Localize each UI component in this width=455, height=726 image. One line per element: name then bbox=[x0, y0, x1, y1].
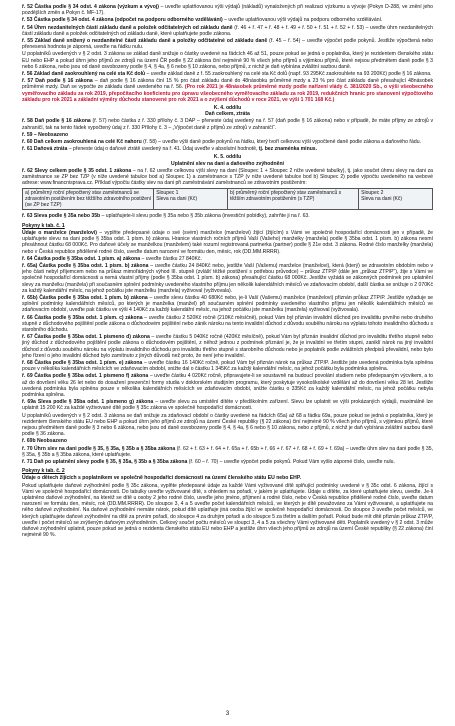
paragraph bbox=[22, 25, 433, 37]
paragraph-heading: ř. 56 Základ daně zaokrouhlený na celé sta Kč dolů bbox=[22, 71, 146, 78]
paragraph-heading: ř. 69a Sleva podle § 35ba odst. 1 písmeno g) zákona bbox=[22, 399, 154, 406]
paragraph-heading: ř. 55 Základ daně snížený o nezdanitelné části základu daně a položky odčitatelné od základu daně bbox=[22, 38, 268, 45]
paragraph-text: – uveďte částku 2 520Kč ročně (210Kč měsíčně), pokud Vám byl přiznán invalidní důchod pro invaliditu prvního nebo druhého stupně z důchodového pojištění podle zákona o důchodovém pojištění nebo zánik nároku na tento invalidní důchod z důvodu souběhu nároku na výplatu tohoto invalidního důchodu s starobního důchodu. bbox=[22, 314, 433, 333]
paragraph-heading: ř. 68 Částka podle § 35ba odst. 1 písm. e) zákona bbox=[22, 359, 143, 366]
section-lines-52-57 bbox=[22, 4, 433, 103]
paragraph-heading: ř. 60 Daň celkem zaokrouhlená na celé Kč nahoru bbox=[22, 139, 142, 146]
paragraph-heading: ř. 59 – Neobsazeno bbox=[22, 131, 69, 138]
section-4-title: K. 4. oddílu bbox=[213, 105, 242, 112]
paragraph-heading: ř. 61 Daňová ztráta bbox=[22, 146, 68, 153]
line-62-heading: ř. 62 Slevy celkem podle § 35 odst. 1 zákona bbox=[22, 167, 132, 174]
paragraph-heading: ř. 65b) Částka podle § 35ba odst. 1 písm. b) zákona bbox=[22, 294, 148, 301]
paragraph bbox=[22, 360, 433, 372]
paragraph-heading: ř. 69b Neobsazeno bbox=[22, 438, 68, 445]
paragraph-emphasis: tj. bez znaménka minus. bbox=[258, 146, 318, 153]
paragraph-text: Pokud uplatňujete daňové zvýhodnění podle § 35c zákona, vyplňte předepsané údaje za každé Vámi vyživované dítě splňující podmínky uvedené v § 35c odst. 6 zákona, žijící s Vámi ve společně hospodařící domácnosti. Do tabulky uveďte vyživované dítě, s ohledem na pořadí, v jakém je uplatňujete. Údaje u dítěte, za které uplatňujete slevu, uveďte. Je-li uplatněno daňové zvýhodnění, na kteréž se dítě u osoby 2 jeho rodné číslo, uveďte jeho jméno, příjmení a rodné číslo, nebo v Česká republice přidělené rodné číslo, uveďte datum narození ve formátu den, měsíc, rok (DD.MM.RRRR). Do sloupce 3, 4 a 5 uveďte počet kalendářních měsíců, ve kterých je dítě považováno za Vámi vyživované, a uplatňujete na něho daňové zvýhodnění. Na daňové zvýhodnění nemáte nárok, pokud dítě uplatňuje jiná osoba žijící ve společně hospodařící domácnosti. Do sloupce 3 uveďte počet měsíců, ve kterých uplatňujete daňové zvýhodnění na dítě za prvním pořadí, do sloupce 4 za druhým pořadí a do sloupce 5 za třetím a dalším pořadí. Pokud bude mít dítě přiznán průkaz ZTP/P, uveďte i počet měsíců se zvýšeným daňovým zvýhodněním. Celkový součet počtu měsíců ve sloupci 3, 4 a 5 za všechny Vámi vyživované děti. Poplatník uvedený v § 2 odst. 3 může daňové zvýhodnění uplatnit, pouze pokud se jedná o rezidenta členského státu EU nebo EHP a jestliže úhrn všech jeho příjmů ze zdrojů na území České republiky (§ 22 zákona) činí nejméně 90 %. bbox=[22, 482, 433, 539]
paragraph-heading: ř. 65a) Částka podle § 35ba odst. 1 písm. b) zákona bbox=[22, 262, 149, 269]
paragraph-line-62 bbox=[22, 168, 433, 187]
paragraph-heading: ř. 57 Daň podle § 16 zákona bbox=[22, 78, 93, 85]
paragraph-text: – uveďte slevu za umístění dítěte v předškolním zařízení. Slevu lze uplatnit ve výši prokázaných výdajů, maximálně lze uplatnit 15 200 Kč za každé vyživované dítě podle § 35c zákona ve společně hospodařící domácnosti. bbox=[22, 399, 434, 412]
paragraph bbox=[22, 438, 433, 444]
paragraph-heading: ř. 54 Úhrn nezdanitelných částí základu daně a položek odčitatelných od základu daně bbox=[22, 24, 233, 31]
paragraph bbox=[22, 256, 433, 262]
paragraph-heading: ř. 67 Částka podle § 35ba odst. 1 písmeno d) zákona bbox=[22, 334, 150, 341]
paragraph-text: – uveďte částku 24 840Kč nebo, jestliže Vaší (Vašemu) manželce (manželovi), která (který) se zdravotním obdobím nebo v jeho části nebyl příjemcem nebo na průkaz mimořádných výhod III. stupně (zvlášť těžké postižení s potřebou průvodce) – průkaz ZTP/P (dále jen „průkaz ZTP/P“), žije s Vámi ve společně hospodařící domácnosti a nemá vlastní příjmy (podle § 35ba odst. 1 písm. b) zákona) přesahující částku 68 000Kč. Jestliže vyžádá se zákonných podmínek pro uplatnění slevy za manželku (manžela) při současném splnění podmínky uvedeného vlastního příjmu jen několik kalendářních měsíců ve zdaňovacím období, další částka se snižuje o 2 070Kč za každý kalendářní měsíc, na jehož počátku jste manželku (manžela) vyživoval (vyživovala). bbox=[22, 262, 433, 294]
paragraph bbox=[22, 118, 433, 130]
paragraph-text: – uveďte částku 16 140Kč ročně, pokud Vám byl přiznán nárok na průkaz ZTP/P. Jestliže jste uvedená podmínka byla splněna pouze v několika kalendářních měsících ve zdaňovacím období, snižte dal o částku 1 345Kč za každý kalendářní měsíc, na jehož počátku byla podmínka splněna. bbox=[22, 359, 433, 373]
paragraph bbox=[22, 17, 433, 23]
paragraph-heading: ř. 70 Úhrn slev na dani podle § 35, § 35a, § 35b a § 35ba zákona bbox=[22, 445, 176, 452]
paragraph bbox=[22, 230, 433, 255]
paragraph-text: U poplatníků uvedených v § 2 odst. 3 zákona se daň snižuje za zdaňovací období o částky uvedené na řádcích 65a) až 68 a řádku 69a, pouze pokud se jedná o poplatníka, který je rezidentem členského státu EU nebo EHP a pokud úhrn jeho příjmů ze zdrojů na území České republiky (§ 22 zákona) činí nejméně 90 % všech jeho příjmů, s výjimkou příjmů, které nejsou předmětem daně podle § 3 nebo 6 zákona, nebo jsou od daně osvobozeny podle § 4, § 4a, § 6 nebo § 10 zákona, nebo z příjmů, z nichž je daň vybírána zvláštní sazbou daně podle § 36 zákona. bbox=[22, 412, 433, 438]
table-cell-b: b) průměrný roční přepočtený stav zaměstnanců s těžším zdravotním postižením (s TZP) bbox=[227, 189, 358, 210]
paragraph-text: – uveďte uplatňovanou výši výdajů na podporu odborného vzdělávání. bbox=[222, 17, 383, 24]
section-4-heading bbox=[22, 105, 433, 117]
section-5-heading bbox=[22, 154, 433, 166]
paragraph-text: – uveďte uplatňovanou výši výdajů (nákladů) vynaložených při realizaci výzkumu a vývoje (Pokyn D-288, ve znění jeho pozdějších změn a Pokyn č. MF-17). bbox=[22, 4, 434, 17]
paragraph bbox=[22, 263, 433, 294]
paragraph-text: (ř. 45 – ř. 54) – uveďte výpočet podle pokynů. Jestliže výpočtená nebo přenesená hodnota je záporná, uveďte na řádku nulu. bbox=[22, 38, 433, 51]
paragraph bbox=[22, 38, 433, 50]
paragraph-text: – uveďte částku 27 840Kč. bbox=[140, 255, 202, 262]
paragraph bbox=[22, 334, 433, 359]
paragraph bbox=[22, 373, 433, 398]
paragraph-text: – uveďte slevu částku 40 680Kč nebo, je-li Vaší (Vašemu) manželce (manželovi) přiznán průkaz ZTP/P. Jestliže vyžaduje se splnění podmínky kalendářních měsíců, po kterých je manželka (manžel) při současném splnění podmínky uvedeného vlastního příjmu jen několik kalendářních měsíců ve zdaňovacím období, uveďte pak částku ve výši 4 140Kč za každý kalendářní měsíc, na jehož počátku jste manželku (manžela) vyživoval (vyživovala). bbox=[22, 294, 433, 314]
pokyny-tab2-title: Pokyny k tab. č. 2 bbox=[22, 468, 65, 475]
paragraph-text: U poplatníků uvedených v § 2 odst. 3 zákona se základ daně snižuje o částky uvedené na řádcích 46 až 51, pouze pokud se jedná o poplatníka, který je rezidentem členského státu EU nebo EHP a pokud úhrn jeho příjmů ze zdrojů na území ČR podle § 22 zákona činí nejméně 90 % všech jeho příjmů s výjimkou příjmů, které nejsou předmětem daně podle § 3 nebo 6 zákona, nebo jsou od daně osvobozeny podle § 4, § 4a, § 6 nebo § 10 zákona, nebo příjmů, z nichž je daň vybírána zvláštní sazbou daně. bbox=[22, 51, 433, 70]
paragraph-text: – vyplňte předepsané údaje o své (svém) manželce (manželovi) žijící (žijícím) s Vámi ve společně hospodařící domácnosti jen v případě, že uplatňujete slevu na dani podle § 35ba odst. 1 písm. b) zákona. Hranice vlastních ročních příjmů Vaší (Vašeho) manželky (manžela) podle § 35ba odst. 1 písm. b) zákona nesmí přesáhnout částku 68 000Kč. Pro daňové účely se manželkou (manželem) také rozumí registrovaná partnerka (partner) podle § 21e odst. 3 zákona. Rodné číslo manželky (manžela) nebo v Česká republice přidělené rodné číslo, uveďte datum narození ve formátu den, měsíc, rok (DD.MM.RRRR). bbox=[22, 229, 433, 255]
paragraph bbox=[22, 413, 433, 438]
paragraph-text: (ř. 60 – ř. 70) – uveďte výpočet podle pokynů. Pokud Vám vyšlo záporné číslo, uveďte nulu. bbox=[187, 459, 395, 465]
table-cell-a: a) průměrný roční přepočtený stav zaměstnanců se zdravotním postižením bez těžšího zdravotního postižení (se ZP bez TZP) bbox=[23, 189, 154, 210]
paragraph-text: – uveďte částku 4 020Kč ročně, připravujete-li se soustavně na budoucí povolání studiem nebo předepsaným výcvikem, a to až do dovršení věku 26 let nebo do dosažení prezenční formy studia v doktorském studijním programu, který poskytuje vysokoškolské vzdělání až do dovršení věku 28 let. Jestliže uvedená podmínka byla splněna pouze v několika kalendářních měsících ve zdaňovacím období, snižte částku o 335Kč za každý kalendářní měsíc, na jehož počátku nebyla podmínka splněna. bbox=[22, 373, 433, 398]
section-4-body bbox=[22, 118, 433, 152]
section-4-subtitle: Daň celkem, ztráta bbox=[205, 111, 250, 118]
paragraph bbox=[22, 446, 433, 458]
slevy-table bbox=[22, 188, 433, 210]
section-5-subtitle: Uplatnění slev na dani a daňového zvýhodnění bbox=[171, 160, 284, 167]
paragraph-heading: ř. 66 Částka podle § 35ba odst. 1 písm. c) zákona bbox=[22, 314, 143, 321]
paragraph bbox=[22, 132, 433, 138]
paragraph-heading: ř. 71 Daň po uplatnění slevy podle § 35, § 35a, § 35b a § 35ba zákona bbox=[22, 459, 188, 465]
paragraph-text: – daň podle § 16 zákona činí 15 % pro část základu daně do 48násobku průměrné mzdy a 23 % pro část základu daně přesahující 48násobek průměrné mzdy. Daň se vypočte ze základu daně uvedeného na ř. 56. bbox=[22, 78, 434, 91]
paragraph bbox=[22, 146, 433, 152]
paragraph-heading: ř. 53 Částka podle § 34 odst. 4 zákona (odpočet na podporu odborného vzdělávání) bbox=[22, 17, 223, 24]
paragraph bbox=[22, 459, 433, 465]
paragraph-text: – přeneste údaj o daňové ztrátě uvedený na ř. 41. Údaj uveďte v absolutní hodnotě, bbox=[67, 146, 259, 153]
paragraph bbox=[22, 51, 433, 70]
pokyny-tab2-body bbox=[22, 483, 433, 539]
line-62-text: – na ř. 62 uveďte celkovou výši slevy na dani (Sloupec 1 + Sloupec 2 níže uvedené tabulky), tj. jako součet úhrnu slevy na dani za zaměstnance se ZP bez TZP (v níže uvedené tabulce bod a) Sloupec 1) a zaměstnance s TZP (v níže uvedené tabulce bod b) Sloupec 2) podle výpočtu uvedeného na webové adrese: www.financnisprava.cz. Příklad výpočtu částky slev na dani při zaměstnávání zaměstnanců se zdravotním postižením: bbox=[22, 167, 433, 187]
paragraph-text: – uveďte částku 5 040Kč ročně (420Kč měsíčně), pokud Vám byl přiznán invalidní důchod pro invaliditu třetího stupně nebo jiný důchod z důchodového pojištění podle zákona o důchodovém pojištění, z něhož jednou z podmínek přiznání je, že je invalidní ve třetím stupni, zaniklí nárok na jiný invalidní důchod z důvodu souběhu nároku na výplatu invalidního důchodu pro invaliditu třetího stupně s starobního důchodu nebo je poplatník podle zvláštních předpisů převalidní, nebo bylo jeho řízení o jeho invalidní důchod bylo zamítnuto z jiných důvodů než proto, že není jeho invalidní. bbox=[22, 334, 433, 359]
paragraph bbox=[22, 4, 433, 16]
paragraph-heading: Údaje o manželce (manželovi) bbox=[22, 229, 97, 236]
paragraph-text: (ř. 58) – uveďte výši daně podle pokynů na řádku, který tvoří celkovou výši vypočtené daně podle zákona a daňového řádu. bbox=[141, 139, 421, 146]
paragraph-heading: ř. 58 Daň podle § 16 zákona bbox=[22, 118, 91, 125]
pokyny-tab1-body bbox=[22, 230, 433, 465]
paragraph-heading: ř. 52 Částka podle § 34 odst. 4 zákona (výzkum a vývoj) bbox=[22, 4, 159, 10]
paragraph bbox=[22, 315, 433, 334]
paragraph bbox=[22, 78, 433, 103]
paragraph bbox=[22, 71, 433, 77]
paragraph-line-63 bbox=[22, 213, 433, 219]
section-5-title: K. 5. oddílu bbox=[213, 154, 242, 161]
paragraph-text: – uveďte základ daně z ř. 55 zaokrouhlený na celé sta Kč dolů (např. 93 295Kč zaokrouhlete na 93 200Kč) podle § 16 zákona. bbox=[145, 71, 432, 78]
pokyny-tab2-subtitle: Údaje o dětech žijících s poplatníkem ve společně hospodařící domácnosti na území členského státu EU nebo EHP. bbox=[22, 475, 302, 482]
table-row bbox=[23, 189, 433, 210]
table-cell-col1: Sloupec 1 Sleva na dani (Kč) bbox=[154, 189, 228, 210]
paragraph-text: (ř. 57) nebo částka z ř. 330 přílohy č. 3 DAP – přeneste údaj uvedený na ř. 57 (daň podle § 16 zákona) nebo v případě, že máte příjmy ze zdrojů v zahraničí, tak na tento řádek vypočtený údaj z ř. 330 Přílohy č. 3 – „Výpočet daně z příjmů ze zdrojů v zahraničí“. bbox=[22, 118, 433, 131]
paragraph-highlight: (Pro rok 2021 je 48násobek průměrné mzdy podle nařízení vlády č. 381/2020 Sb., o výši všeobecného vyměřovacího základu za rok 2019, přepočítacího koeficientu pro úpravu všeobecného vyměřovacího základu za rok 2019, redukčních hranic pro stanovení výpočtového základu pro rok 2021 a základní výměry důchodu stanovené pro rok 2021 a o zvýšení důchodů v roce 2021, ve výši 1 701 168 Kč.) bbox=[22, 84, 433, 103]
pokyny-tab1-title: Pokyny k tab. č. 1 bbox=[22, 222, 65, 229]
paragraph bbox=[22, 399, 433, 411]
paragraph bbox=[22, 295, 433, 314]
paragraph-heading: ř. 64 Částka podle § 35ba odst. 1 písm. a) zákona bbox=[22, 255, 141, 262]
paragraph bbox=[22, 483, 433, 539]
page-number: 3 bbox=[225, 710, 230, 717]
paragraph-heading: ř. 69 Částka podle § 35ba odst. 1 písmeno f) zákona bbox=[22, 373, 149, 380]
paragraph bbox=[22, 139, 433, 145]
paragraph-text: (ř. 46 + ř. 47 + ř. 48 + ř. 49 + ř. 50 + ř. 51 + ř. 52 + ř. 53) – uveďte úhrn nezdanitelných částí základu daně a položek odčitatelných od základu daně, které uplatňujete podle zákona. bbox=[22, 24, 433, 37]
paragraph-text: (ř. 62 + ř. 63 + ř. 64 + ř. 65a + ř. 65b + ř. 66 + ř. 67 + ř. 68 + ř. 69 + ř. 69a) – uveďte úhrn slev na dani podle § 35, § 35a, § 35b a § 35ba zákona, které uplatňujete. bbox=[22, 445, 433, 458]
table-cell-col2: Sloupec 2 Sleva na dani (Kč) bbox=[359, 189, 433, 210]
line-63-heading: ř. 63 Sleva podle § 35a nebo 35b bbox=[22, 213, 101, 220]
line-63-text: – uplatňujete-li slevu podle § 35a nebo § 35b zákona (investiční pobídky), zahrňte ji na ř. 63. bbox=[100, 213, 310, 220]
